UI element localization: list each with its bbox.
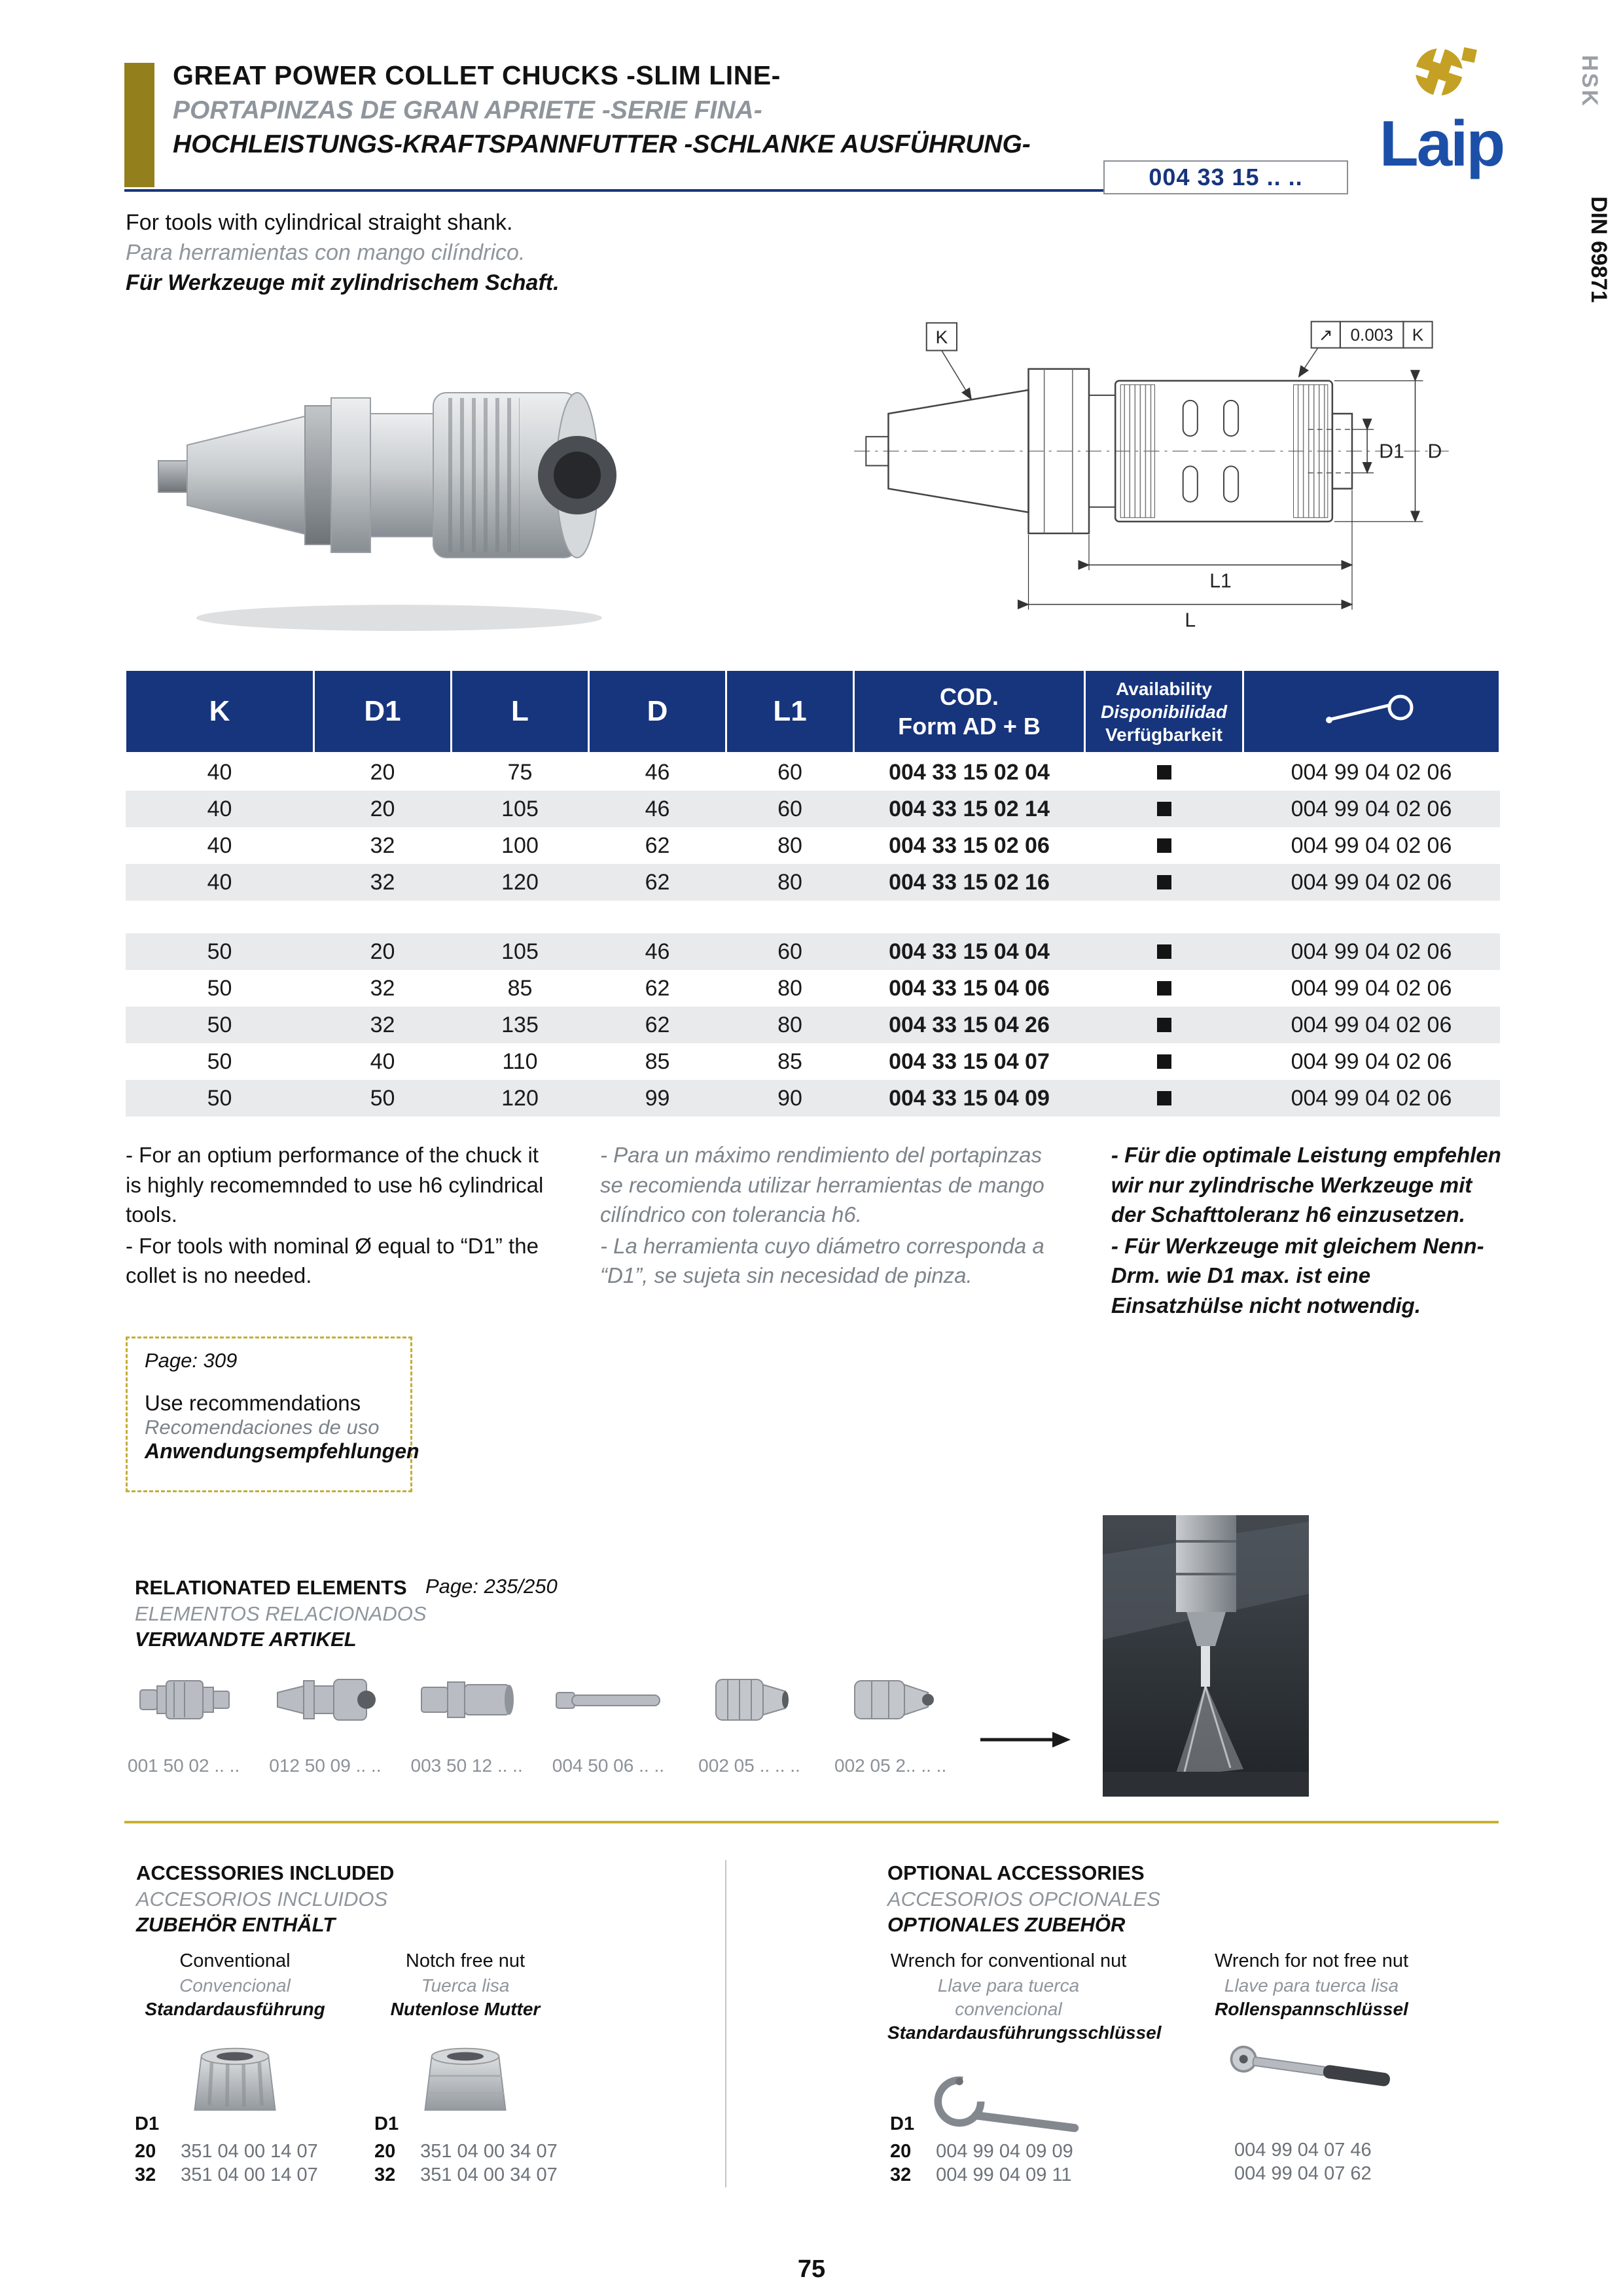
cell-d: 85 xyxy=(645,1049,670,1074)
cell-l1: 80 xyxy=(777,869,802,895)
d1-label: D1 xyxy=(890,2113,915,2134)
related-item xyxy=(128,1649,240,1776)
table-row xyxy=(126,791,1500,827)
page-title xyxy=(173,58,1031,162)
related-item xyxy=(411,1649,523,1776)
drawing-label-d1: D1 xyxy=(1379,440,1404,463)
related-title-en: RELATIONATED ELEMENTS xyxy=(135,1576,407,1599)
cell-d: 62 xyxy=(645,833,670,858)
availability-square xyxy=(1157,981,1171,996)
recommendations-page-ref: Page: 309 xyxy=(145,1349,238,1372)
availability-label-es: Disponibilidad xyxy=(1101,701,1227,722)
table-row xyxy=(126,1007,1500,1043)
section-divider xyxy=(725,1860,726,2187)
acc-optional-title-es: ACCESORIOS OPCIONALES xyxy=(887,1887,1160,1910)
accessory-name-es: Tuerca lisa xyxy=(421,1975,510,1996)
accessory-conventional-nut xyxy=(140,1949,330,2128)
accessory-hook-wrench xyxy=(887,1949,1162,2140)
intro-en: For tools with cylindrical straight shank. xyxy=(126,210,513,235)
d1-value: 32 xyxy=(374,2164,396,2185)
tolerance-symbol: ↗ xyxy=(1318,325,1333,345)
notes-de xyxy=(1111,1140,1503,1321)
intro-de: Für Werkzeuge mit zylindrischem Schaft. xyxy=(126,270,560,295)
related-elements-heading xyxy=(135,1575,427,1653)
cell-d1: 32 xyxy=(370,975,395,1001)
tolerance-datum: K xyxy=(1412,325,1424,345)
cell-d: 62 xyxy=(645,1012,670,1037)
side-label-din: DIN 69871 xyxy=(1586,196,1611,303)
accessories-included-heading xyxy=(136,1860,394,1938)
gold-divider-rule xyxy=(124,1821,1499,1823)
cell-l: 105 xyxy=(501,796,539,821)
table-row xyxy=(126,753,1500,791)
cell-l1: 80 xyxy=(777,975,802,1001)
cell-k: 50 xyxy=(207,1085,232,1111)
table-row xyxy=(126,1043,1500,1080)
mini-chuck-icon xyxy=(270,1649,381,1748)
related-items xyxy=(128,1649,946,1776)
cell-l: 120 xyxy=(501,1085,539,1111)
cod-label-line2: Form AD + B xyxy=(898,713,1041,740)
availability-square xyxy=(1157,875,1171,889)
note-text: - For an optium performance of the chuck it is highly recomemnded to use h6 cylindrical tools. xyxy=(126,1143,544,1227)
machining-photo xyxy=(1103,1515,1309,1797)
cell-d1: 32 xyxy=(370,833,395,858)
note-text: - Für Werkzeuge mit gleichem Nenn-Drm. wie D1 max. ist eine Einsatzhülse nicht notwendig. xyxy=(1111,1233,1484,1318)
cell-l: 100 xyxy=(501,833,539,858)
order-code: 004 99 04 09 11 xyxy=(936,2164,1072,2185)
drawing-label-d: D xyxy=(1427,440,1442,463)
cell-wrench: 004 99 04 02 06 xyxy=(1291,1085,1452,1111)
accessory-name-es: Llave para tuerca convencional xyxy=(937,1975,1080,2020)
cell-cod: 004 33 15 02 06 xyxy=(889,833,1050,858)
acc-included-title-es: ACCESORIOS INCLUIDOS xyxy=(136,1887,388,1910)
cell-avail xyxy=(1085,1080,1243,1117)
page-number: 75 xyxy=(797,2255,826,2283)
cell-avail xyxy=(1085,933,1243,970)
col-header-wrench xyxy=(1243,670,1500,753)
cell-wrench: 004 99 04 02 06 xyxy=(1291,759,1452,785)
cell-cod: 004 33 15 02 14 xyxy=(889,796,1050,821)
related-item-code: 001 50 02 .. .. xyxy=(128,1755,240,1776)
notch-free-nut-codes xyxy=(374,2113,558,2187)
availability-square xyxy=(1157,802,1171,816)
availability-label-de: Verfügbarkeit xyxy=(1105,724,1222,745)
order-code: 351 04 00 34 07 xyxy=(420,2164,558,2185)
accessory-name-en: Wrench for conventional nut xyxy=(890,1950,1127,1971)
accessory-name-de: Nutenlose Mutter xyxy=(390,1999,541,2020)
cell-k: 40 xyxy=(207,796,232,821)
code-row xyxy=(1234,2162,1372,2186)
acc-optional-title-en: OPTIONAL ACCESSORIES xyxy=(887,1861,1145,1884)
d1-value: 20 xyxy=(135,2140,156,2162)
cell-l1: 60 xyxy=(777,759,802,785)
cell-d1: 50 xyxy=(370,1085,395,1111)
related-title-de: VERWANDTE ARTIKEL xyxy=(135,1628,357,1651)
pull-stud-icon xyxy=(128,1649,240,1748)
table-row xyxy=(126,933,1500,970)
col-header-k: K xyxy=(126,670,314,753)
cell-d1: 32 xyxy=(370,869,395,895)
d1-label: D1 xyxy=(135,2113,160,2134)
accessory-name-es: Convencional xyxy=(179,1975,291,1996)
test-bar-icon xyxy=(552,1649,664,1748)
note-text: - For tools with nominal Ø equal to “D1” the collet is no needed. xyxy=(126,1233,539,1288)
cell-l1: 60 xyxy=(777,939,802,964)
availability-square xyxy=(1157,1018,1171,1032)
pin-wrench-codes xyxy=(1234,2139,1372,2186)
drawing-label-l: L xyxy=(1185,609,1196,632)
cell-d1: 20 xyxy=(370,759,395,785)
cell-cod: 004 33 15 04 04 xyxy=(889,939,1050,964)
related-item xyxy=(834,1649,946,1776)
accessory-name-en: Conventional xyxy=(179,1950,291,1971)
spec-table-body xyxy=(126,753,1500,1117)
table-spacer-row xyxy=(126,901,1500,933)
table-row xyxy=(126,970,1500,1007)
order-code: 351 04 00 34 07 xyxy=(420,2140,558,2162)
cell-cod: 004 33 15 02 04 xyxy=(889,759,1050,785)
d1-value: 20 xyxy=(890,2140,912,2162)
d1-value: 32 xyxy=(890,2164,912,2185)
title-en: GREAT POWER COLLET CHUCKS -SLIM LINE- xyxy=(173,60,781,90)
arrow-right-icon xyxy=(980,1729,1072,1750)
d1-label: D1 xyxy=(374,2113,399,2134)
brand-logo-icon xyxy=(1402,42,1481,110)
recommendations-en: Use recommendations xyxy=(145,1391,361,1415)
spacer-cell xyxy=(126,901,1500,933)
notes xyxy=(126,1140,1503,1321)
cell-k: 40 xyxy=(207,759,232,785)
acc-optional-title-de: OPTIONALES ZUBEHÖR xyxy=(887,1913,1126,1937)
related-item-code: 004 50 06 .. .. xyxy=(552,1755,664,1776)
cell-l: 110 xyxy=(502,1049,538,1074)
col-header-cod xyxy=(854,670,1085,753)
cell-wrench: 004 99 04 02 06 xyxy=(1291,939,1452,964)
cell-wrench: 004 99 04 02 06 xyxy=(1291,1012,1452,1037)
cell-d: 62 xyxy=(645,975,670,1001)
extension-sleeve-icon xyxy=(411,1649,522,1748)
acc-included-title-de: ZUBEHÖR ENTHÄLT xyxy=(136,1913,336,1937)
related-item-code: 003 50 12 .. .. xyxy=(410,1755,523,1776)
cell-avail xyxy=(1085,827,1243,864)
accessory-name-en: Wrench for not free nut xyxy=(1214,1950,1409,1971)
code-row xyxy=(374,2140,558,2164)
col-header-availability xyxy=(1085,670,1243,753)
note-text: - La herramienta cuyo diámetro corresponda a “D1”, se sujeta sin necesidad de pinza. xyxy=(600,1233,1044,1288)
related-item-code: 002 05 .. .. .. xyxy=(698,1755,800,1776)
title-es: PORTAPINZAS DE GRAN APRIETE -SERIE FINA- xyxy=(173,96,762,124)
cell-cod: 004 33 15 04 06 xyxy=(889,975,1050,1001)
accessory-pin-wrench xyxy=(1194,1949,1429,2115)
gold-accent-bar xyxy=(124,63,154,187)
cell-d: 46 xyxy=(645,759,670,785)
recommendations-box xyxy=(126,1336,419,1492)
cell-l1: 60 xyxy=(777,796,802,821)
cell-l1: 90 xyxy=(777,1085,802,1111)
order-code: 004 99 04 07 46 xyxy=(1234,2140,1372,2161)
order-code: 351 04 00 14 07 xyxy=(181,2164,318,2185)
related-item xyxy=(694,1649,805,1776)
table-row xyxy=(126,864,1500,901)
cell-k: 40 xyxy=(207,869,232,895)
cell-avail xyxy=(1085,864,1243,901)
cell-d1: 40 xyxy=(370,1049,395,1074)
note-text: - Für die optimale Leistung empfehlen wir nur zylindrische Werkzeuge mit der Schafttoleranz h6 einzusetzen. xyxy=(1111,1143,1501,1227)
cell-wrench: 004 99 04 02 06 xyxy=(1291,833,1452,858)
hook-wrench-codes xyxy=(890,2113,1073,2187)
spec-table xyxy=(124,669,1501,1117)
cell-avail xyxy=(1085,753,1243,791)
cell-cod: 004 33 15 02 16 xyxy=(889,869,1050,895)
series-code-box: 004 33 15 .. .. xyxy=(1103,160,1348,194)
wrench-icon xyxy=(1323,690,1421,730)
availability-square xyxy=(1157,1054,1171,1069)
cell-cod: 004 33 15 04 26 xyxy=(889,1012,1050,1037)
cell-d1: 20 xyxy=(370,939,395,964)
related-item-code: 012 50 09 .. .. xyxy=(269,1755,382,1776)
cell-d: 62 xyxy=(645,869,670,895)
tolerance-value: 0.003 xyxy=(1350,325,1393,345)
notes-en xyxy=(126,1140,557,1321)
drawing-label-k: K xyxy=(935,327,948,348)
cell-wrench: 004 99 04 02 06 xyxy=(1291,869,1452,895)
cell-l: 85 xyxy=(507,975,533,1001)
col-header-d: D xyxy=(589,670,726,753)
related-item-code: 002 05 2.. .. .. xyxy=(834,1755,947,1776)
collet-icon xyxy=(694,1649,805,1748)
d1-value: 32 xyxy=(135,2164,156,2185)
cell-avail xyxy=(1085,970,1243,1007)
cell-l: 120 xyxy=(501,869,539,895)
brand-logo-text: Laip xyxy=(1379,107,1504,179)
col-header-l1: L1 xyxy=(726,670,854,753)
table-row xyxy=(126,827,1500,864)
cell-d1: 20 xyxy=(370,796,395,821)
accessory-name-de: Standardausführung xyxy=(145,1999,325,2020)
notes-es xyxy=(600,1140,1068,1321)
related-item xyxy=(552,1649,664,1776)
cell-d: 46 xyxy=(645,939,670,964)
recommendations-es: Recomendaciones de uso xyxy=(145,1416,380,1439)
note-text: - Para un máximo rendimiento del portapinzas se recomienda utilizar herramientas de mango cilíndrico con tolerancia h6. xyxy=(600,1143,1044,1227)
cod-label-line1: COD. xyxy=(940,683,999,710)
optional-accessories-heading xyxy=(887,1860,1160,1938)
table-row xyxy=(126,1080,1500,1117)
accessory-name-de: Standardausführungsschlüssel xyxy=(887,2022,1162,2043)
cell-cod: 004 33 15 04 09 xyxy=(889,1085,1050,1111)
cell-d: 99 xyxy=(645,1085,670,1111)
related-title-es: ELEMENTOS RELACIONADOS xyxy=(135,1602,427,1625)
cell-l: 135 xyxy=(501,1012,539,1037)
col-header-d1: D1 xyxy=(314,670,452,753)
code-row xyxy=(374,2164,558,2187)
accessory-notch-free-nut xyxy=(364,1949,567,2128)
cell-l1: 80 xyxy=(777,833,802,858)
cell-k: 50 xyxy=(207,1049,232,1074)
cell-k: 50 xyxy=(207,1012,232,1037)
accessory-name-en: Notch free nut xyxy=(405,1950,526,1971)
d1-value: 20 xyxy=(374,2140,396,2162)
cell-k: 50 xyxy=(207,975,232,1001)
pin-wrench-icon xyxy=(1220,2037,1403,2115)
cell-cod: 004 33 15 04 07 xyxy=(889,1049,1050,1074)
acc-included-title-en: ACCESSORIES INCLUDED xyxy=(136,1861,395,1884)
code-row xyxy=(135,2164,318,2187)
availability-square xyxy=(1157,765,1171,780)
cell-wrench: 004 99 04 02 06 xyxy=(1291,1049,1452,1074)
product-photo xyxy=(147,314,651,641)
drawing-label-l1: L1 xyxy=(1209,570,1232,592)
intro-text xyxy=(126,208,560,298)
accessory-name-es: Llave para tuerca lisa xyxy=(1224,1975,1399,1996)
col-header-l: L xyxy=(452,670,589,753)
code-row xyxy=(890,2140,1073,2164)
spec-table-header-row xyxy=(126,670,1500,753)
title-de: HOCHLEISTUNGS-KRAFTSPANNFUTTER -SCHLANKE AUSFÜHRUNG- xyxy=(173,130,1031,159)
intro-es: Para herramientas con mango cilíndrico. xyxy=(126,240,526,265)
cell-l: 105 xyxy=(501,939,539,964)
conventional-nut-codes xyxy=(135,2113,318,2187)
cell-k: 50 xyxy=(207,939,232,964)
availability-label-en: Availability xyxy=(1116,678,1212,699)
order-code: 351 04 00 14 07 xyxy=(181,2140,318,2162)
cell-l1: 80 xyxy=(777,1012,802,1037)
side-label-hsk: HSK xyxy=(1577,55,1602,108)
cell-l: 75 xyxy=(507,759,533,785)
related-page-ref: Page: 235/250 xyxy=(425,1575,558,1598)
collet-sealed-icon xyxy=(835,1649,946,1748)
cell-avail xyxy=(1085,791,1243,827)
cell-avail xyxy=(1085,1007,1243,1043)
code-row xyxy=(135,2140,318,2164)
availability-square xyxy=(1157,944,1171,959)
availability-square xyxy=(1157,1091,1171,1105)
cell-wrench: 004 99 04 02 06 xyxy=(1291,975,1452,1001)
availability-square xyxy=(1157,838,1171,853)
technical-drawing xyxy=(828,302,1486,649)
cell-avail xyxy=(1085,1043,1243,1080)
cell-wrench: 004 99 04 02 06 xyxy=(1291,796,1452,821)
order-code: 004 99 04 07 62 xyxy=(1234,2162,1372,2184)
code-row xyxy=(890,2164,1073,2187)
cell-k: 40 xyxy=(207,833,232,858)
cell-l1: 85 xyxy=(777,1049,802,1074)
order-code: 004 99 04 09 09 xyxy=(936,2140,1073,2162)
brand-logo xyxy=(1364,42,1518,179)
cell-d: 46 xyxy=(645,796,670,821)
code-row xyxy=(1234,2139,1372,2162)
accessory-name-de: Rollenspannschlüssel xyxy=(1215,1999,1408,2020)
recommendations-de: Anwendungsempfehlungen xyxy=(145,1439,419,1463)
cell-d1: 32 xyxy=(370,1012,395,1037)
related-item xyxy=(269,1649,381,1776)
